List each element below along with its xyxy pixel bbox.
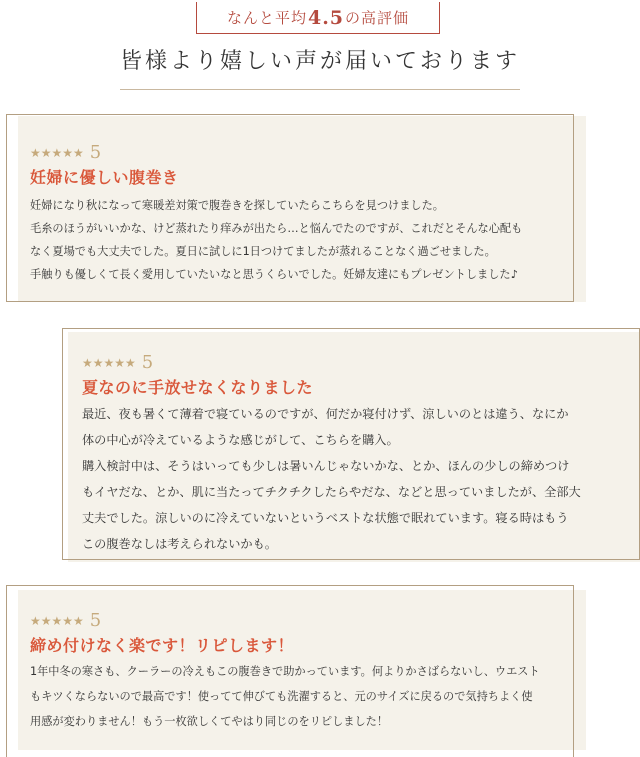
- badge-prefix: なんと平均: [226, 9, 307, 27]
- review-card-1-frame: [6, 114, 574, 302]
- review-score: 5: [89, 610, 102, 631]
- review-card-2-frame: [62, 328, 640, 560]
- title-divider: [120, 89, 520, 90]
- review-body: 妊婦になり秋になって寒暖差対策で腹巻きを探していたらこちらを見つけました。 毛糸のほうがいいかな、けど蒸れたり痒みが出たら…と悩んでたのですが、これだとそんな心配も なく夏場でも大丈夫でした。夏日に試しに1日つけてましたが蒸れることなく過ごせました。 手触りも優しくて長く愛用していたいなと思うくらいでした。妊婦友達にもプレゼントしました♪: [30, 199, 523, 281]
- review-title: 妊婦に優しい腹巻き: [30, 168, 179, 187]
- review-title: 夏なのに手放せなくなりました: [82, 378, 314, 397]
- page-title: 皆様より嬉しい声が届いております: [119, 49, 520, 74]
- review-score: 5: [141, 352, 154, 373]
- badge-average-number: 4.5: [307, 6, 345, 29]
- review-title: 締め付けなく楽です！リピします！: [30, 636, 295, 655]
- review-score: 5: [89, 142, 102, 163]
- star-rating-icon: ★★★★★: [82, 355, 136, 370]
- star-rating-icon: ★★★★★: [30, 145, 84, 160]
- rating-badge: [196, 2, 440, 34]
- review-body: 最近、夜も暑くて薄着で寝ているのですが、何だか寝付けず、涼しいのとは違う、なにか 体の中心が冷えているような感じがして、こちらを購入。 購入検討中は、そうはいっても少しは暑いんじゃないかな、とか、ほんの少しの締めつけ もイヤだな、とか、肌に当たってチクチクしたらやだな、などと思っていましたが、全部大 丈夫でした。涼しいのに冷えていないというベストな状態で眠れています。寝る時はもう この腹巻なしは考えられないかも。: [82, 407, 581, 551]
- review-body: 1年中冬の寒さも、クーラーの冷えもこの腹巻きで助かっています。何よりかさばらないし、ウエスト もキツくならないので最高です！使ってて伸びても洗濯すると、元のサイズに戻るので気持ちよく使 用感が変わりません！もう一枚欲しくてやはり同じのをリピしました！: [30, 665, 540, 728]
- review-card-3-frame: [6, 585, 574, 757]
- star-rating-icon: ★★★★★: [30, 613, 84, 628]
- badge-suffix: の高評価: [345, 9, 410, 27]
